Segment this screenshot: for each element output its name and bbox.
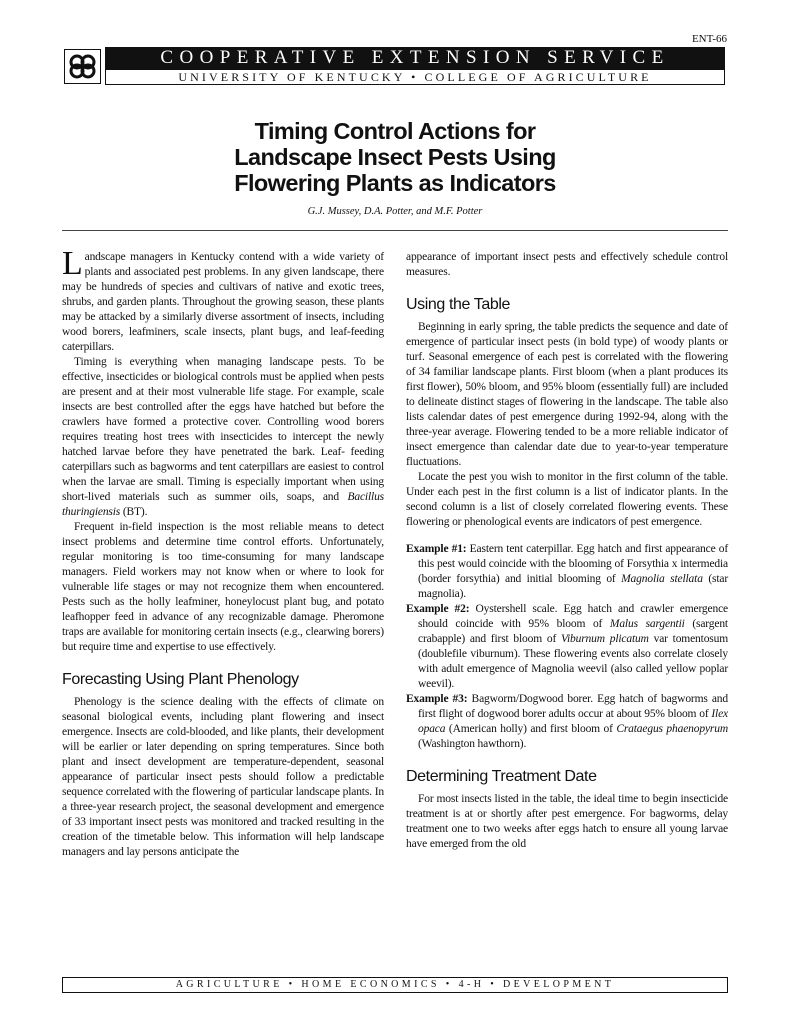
phenology-paragraph: Phenology is the science dealing with the effects of climate on seasonal biological events, including plant flowering and insect emergence. Insects are cold-blooded, and like plants, their development will be earlier or later depending on spring temperatures. Since both plant and insect development are temperature-dependent, seasonal appearance of particular insect pests should follow a predictable sequence correlated with the flowering of particular landscape plants. In a three-year research project, the seasonal development and emergence of 33 important insect pests was monitored and tracked resulting in the creation of the timetable below. This information will help landscape managers and lay persons anticipate the xyxy=(62,696,384,858)
treatment-paragraph: For most insects listed in the table, the ideal time to begin insecticide treatment is at or shortly after pest emergence. For bagworms, delay treatment one to two weeks after eggs hatch to ensure all young larvae have emerged from the old xyxy=(406,793,728,850)
table-paragraph: Beginning in early spring, the table predicts the sequence and date of emergence of particular insect pests (in bold type) of woody plants or turf. Seasonal emergence of each pest is correlated with the flowering of 34 familiar landscape plants. First bloom (when a plant produces its first flower), 50% bloom, and 95% bloom (essentially full) are included to delineate distinct stages of flowering in the landscape. The table also lists calendar dates of pest emergence during 1992-94, along with the three-year average. Flowering tended to be a more reliable indicator of insect emergence than calendar date due to year-to-year temperature fluctuations. xyxy=(406,321,728,468)
right-column xyxy=(406,250,728,852)
extension-logo-icon xyxy=(64,49,101,84)
example-3-label: Example #3: xyxy=(406,693,468,705)
example-3-species-2: Crataegus phaenopyrum xyxy=(616,723,729,735)
title-line-3: Flowering Plants as Indicators xyxy=(234,170,556,196)
example-3 xyxy=(406,692,728,752)
heading-treatment-date: Determining Treatment Date xyxy=(406,768,597,785)
title-divider xyxy=(62,230,728,231)
inspection-paragraph: Frequent in-field inspection is the most reliable means to detect insect problems and determine time control efforts. Unfortunately, regular monitoring is too time-consuming for many landscape managers. Field workers may not know when or where to look for vulnerable life stages or may not recognize them when encountered. Pests such as the holly leafminer, honeylocust plant bug, and potato leafhopper feed in advance of any recognizable damage. Pheromone traps are available for monitoring certain insects (e.g., clearwing borers) but require time and expertise to use effectively. xyxy=(62,521,384,653)
title-line-1: Timing Control Actions for xyxy=(254,118,536,144)
example-2 xyxy=(406,602,728,692)
example-2-species-1: Malus sargentii xyxy=(609,618,685,630)
example-3-text-end: (Washington hawthorn). xyxy=(418,738,527,750)
timing-paragraph xyxy=(62,355,384,520)
left-column xyxy=(62,245,384,860)
example-2-species-2: Viburnum plicatum xyxy=(560,633,649,645)
footer-banner: AGRICULTURE • HOME ECONOMICS • 4-H • DEVELOPMENT xyxy=(62,977,728,993)
example-1-text-end: (star magnolia). xyxy=(418,573,728,600)
example-1-label: Example #1: xyxy=(406,543,467,555)
continued-paragraph: appearance of important insect pests and effectively schedule control measures. xyxy=(406,251,728,278)
example-2-text: Oystershell scale. Egg hatch and crawler emergence should coincide with 95% bloom of xyxy=(418,603,729,630)
university-subbanner: UNIVERSITY OF KENTUCKY • COLLEGE OF AGRICULTURE xyxy=(105,69,725,85)
timing-text: Timing is everything when managing landscape pests. To be effective, insecticides or biological controls must be applied when pests are present and at their most vulnerable life stage. For example, scale insects are best controlled after the eggs have hatched but before the crawlers have formed a protective cover. Controlling wood borers requires treating host trees with insecticides to intercept the newly hatched larvae before they have penetrated the bark. Leaf- feeding caterpillars such as bagworms and tent caterpillars are easiest to control when the larvae are small. Timing is especially important when using short-lived materials such as summer oils, soaps, and xyxy=(62,356,384,503)
locate-paragraph: Locate the pest you wish to monitor in the first column of the table. Under each pest in the first column is a list of indicator plants. In the second column is a list of closely correlated flowering events. These flowering or phenological events are indicators of pest emergence. xyxy=(406,471,728,528)
timing-text-end: (BT). xyxy=(120,506,148,518)
intro-text: andscape managers in Kentucky contend with a wide variety of plants and associated pest problems. In any given landscape, there may be hundreds of species and cultivars of native and exotic trees, shrubs, and garden plants. Throughout the growing season, these plants may be attacked by a similarly diverse assortment of insects, including wood borers, leafminers, scale insects, plant bugs, and leaf-feeding caterpillars. xyxy=(62,251,384,353)
heading-using-table: Using the Table xyxy=(406,296,511,313)
example-3-species-1: Ilex opaca xyxy=(418,708,728,735)
title-line-2: Landscape Insect Pests Using xyxy=(234,144,556,170)
document-title xyxy=(60,118,730,196)
heading-forecasting: Forecasting Using Plant Phenology xyxy=(62,671,299,688)
bt-name: Bacillus thuringiensis xyxy=(62,491,384,518)
example-3-text: Bagworm/Dogwood borer. Egg hatch of bagworms and first flight of dogwood borer adults occur at about 95% bloom of xyxy=(418,693,729,720)
extension-banner: COOPERATIVE EXTENSION SERVICE xyxy=(105,47,725,69)
example-2-label: Example #2: xyxy=(406,603,470,615)
authors: G.J. Mussey, D.A. Potter, and M.F. Potter xyxy=(307,206,483,217)
intro-paragraph xyxy=(62,245,384,355)
example-1-species: Magnolia stellata xyxy=(621,573,703,585)
example-3-text-mid: (American holly) and first bloom of xyxy=(445,723,617,735)
publication-number: ENT-66 xyxy=(691,33,727,45)
example-2-text-mid: (sargent crabapple) and first bloom of xyxy=(418,618,728,645)
example-2-text-end: var tomentosum (doublefile viburnum). These flowering events also correlate closely with adult emergence of Magnolia weevil (also called yellow poplar weevil). xyxy=(418,633,729,690)
example-1 xyxy=(406,542,728,602)
spacer xyxy=(406,530,728,542)
example-1-text: Eastern tent caterpillar. Egg hatch and first appearance of this pest would coincide with the blooming of Forsythia x intermedia (border forsythia) and initial blooming of xyxy=(418,543,729,585)
drop-cap: L xyxy=(62,245,83,282)
